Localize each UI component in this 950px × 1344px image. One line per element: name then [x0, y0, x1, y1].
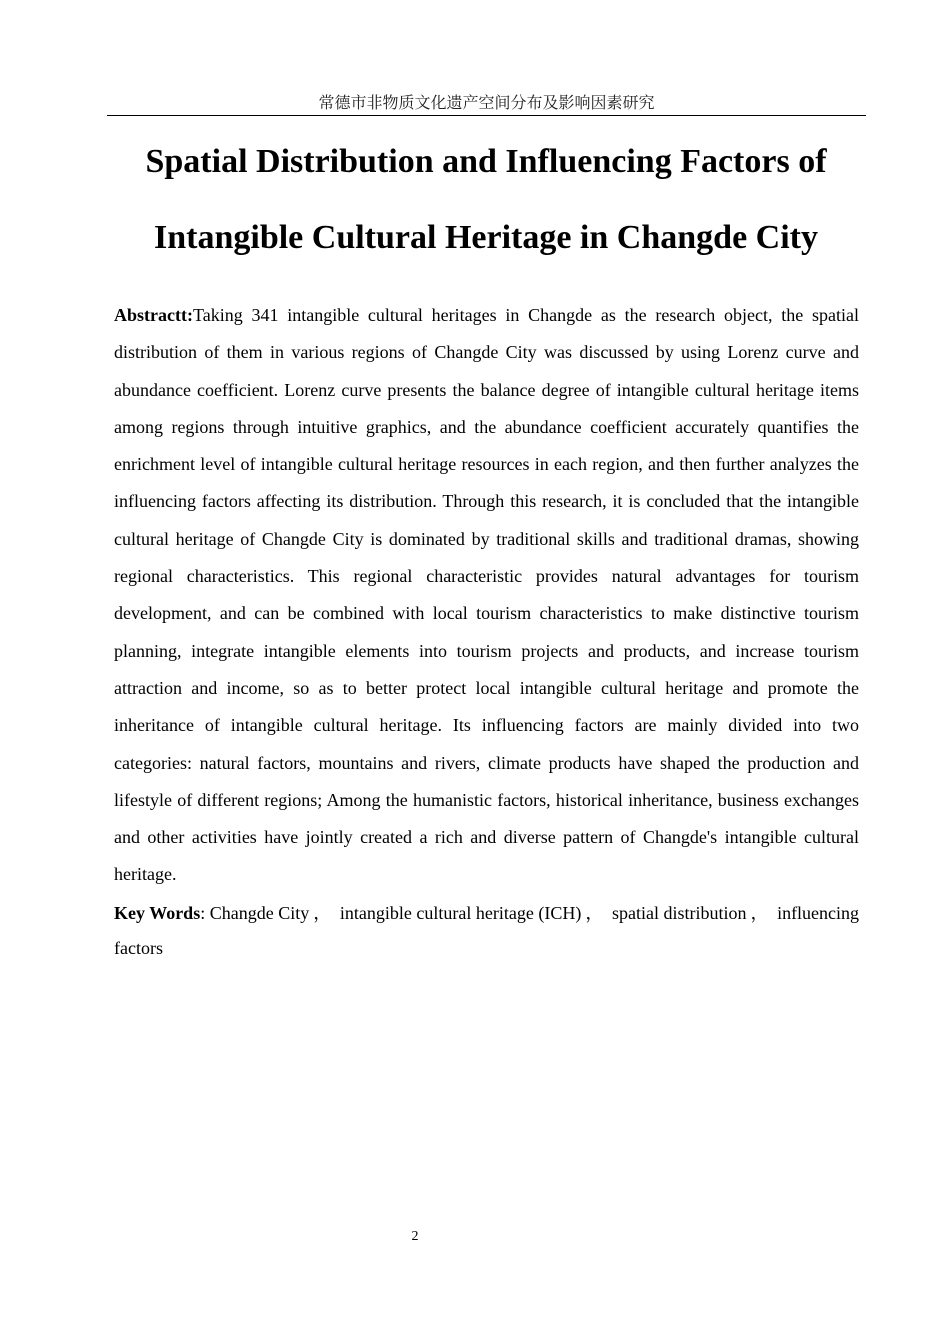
running-header: 常德市非物质文化遗产空间分布及影响因素研究: [318, 93, 655, 112]
keyword-separator: ，: [585, 903, 604, 923]
page-number: 2: [411, 1229, 419, 1244]
abstract-text: Taking 341 intangible cultural heritages in Changde as the research object, the spatial distribution of them in various regions of Changde City was discussed by using Lorenz curve and abundance coefficient. Lorenz curve presents the balance degree of intangible cultural heritage items among regions through intuitive graphics, and the abundance coefficient accurately quantifies the enrichment level of intangible cultural heritage resources in each region, and then further analyzes the influencing factors affecting its distribution. Through this research, it is concluded that the intangible cultural heritage of Changde City is dominated by traditional skills and traditional dramas, showing regional characteristics. This regional characteristic provides natural advantages for tourism development, and can be combined with local tourism characteristics to make distinctive tourism planning, integrate intangible elements into tourism projects and products, and increase tourism attraction and income, so as to better protect local intangible cultural heritage and promote the inheritance of intangible cultural heritage. Its influencing factors are mainly divided into two categories: natural factors, mountains and rivers, climate products have shaped the production and lifestyle of different regions; Among the humanistic factors, historical inheritance, business exchanges and other activities have jointly created a rich and diverse pattern of Changde's intangible cultural heritage.: [114, 305, 859, 885]
keyword-item: influencing factors: [114, 903, 860, 958]
title-line-2: Intangible Cultural Heritage in Changde City: [154, 219, 818, 256]
keywords-colon: :: [200, 903, 206, 923]
header-rule: [107, 115, 866, 116]
keyword-separator: ，: [750, 903, 769, 923]
keyword-separator: ，: [313, 903, 332, 923]
title-line-1: Spatial Distribution and Influencing Factors of: [145, 143, 827, 180]
keyword-item: intangible cultural heritage (ICH): [339, 903, 582, 923]
keywords: [114, 896, 859, 966]
abstract-label: Abstractt:: [114, 305, 193, 325]
keyword-item: spatial distribution: [611, 903, 747, 923]
paper-title: [90, 124, 882, 276]
keyword-item: Changde City: [209, 903, 310, 923]
keywords-label: Key Words: [114, 903, 201, 923]
abstract: [114, 297, 859, 894]
